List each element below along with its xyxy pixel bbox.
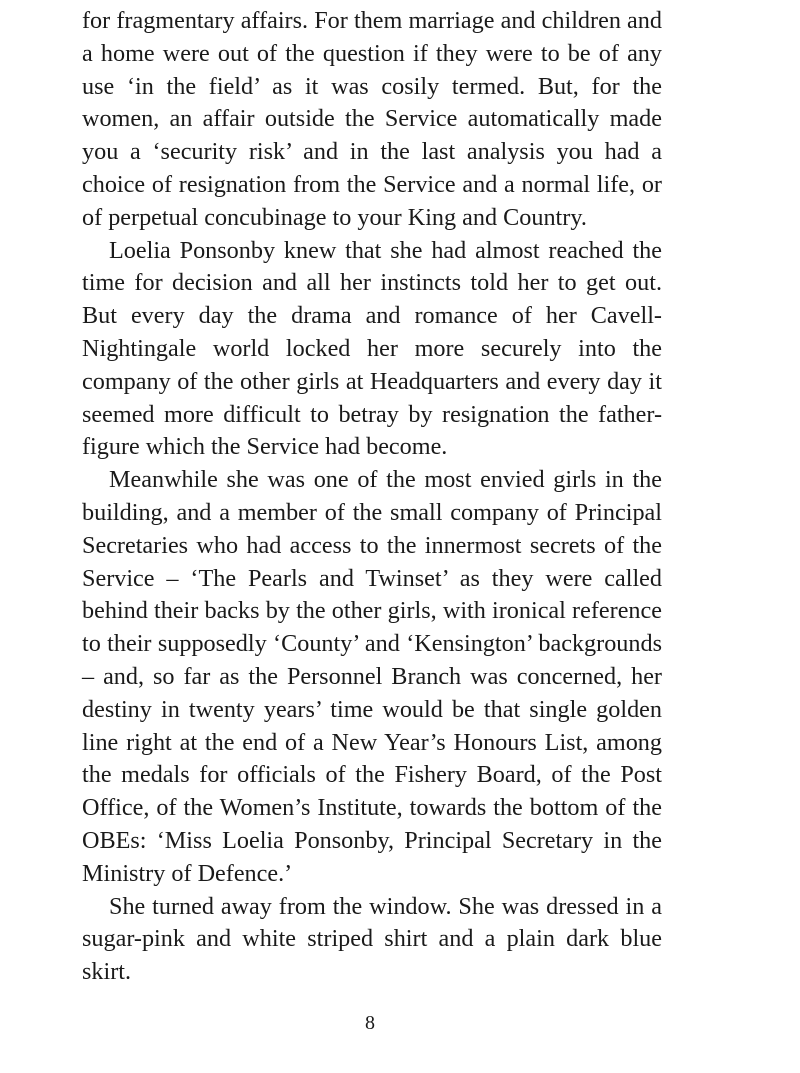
paragraph: She turned away from the window. She was dressed in a sugar-pink and white striped shirt and a plain dark blue skirt. [82, 892, 662, 986]
paragraph: for fragmentary affairs. For them marriage and children and a home were out of the question if they were to be of any use ‘in the field’ as it was cosily termed. But, for the women, an affair outside the Service automatically made you a ‘security risk’ and in the last analysis you had a choice of resignation from the Service and a normal life, or of perpetual concubinage to your King and Country. [82, 7, 662, 231]
paragraph: Loelia Ponsonby knew that she had almost reached the time for decision and all her instincts told her to get out. But every day the drama and romance of her Cavell-Nightingale world locked her more securely into the company of the other girls at Headquarters and every day it seemed more difficult to betray by resignation the father-figure which the Service had become. [82, 236, 662, 461]
page-body [82, 5, 662, 989]
page-number: 8 [365, 1012, 375, 1034]
paragraph: Meanwhile she was one of the most envied girls in the building, and a member of the small company of Principal Secretaries who had access to the innermost secrets of the Service – ‘The Pearls and Twinset’ as they were called behind their backs by the other girls, with ironical reference to their supposedly ‘County’ and ‘Kensington’ backgrounds – and, so far as the Personnel Branch was concerned, her destiny in twenty years’ time would be that single golden line right at the end of a New Year’s Honours List, among the medals for officials of the Fishery Board, of the Post Office, of the Women’s Institute, towards the bottom of the OBEs: ‘Miss Loelia Ponsonby, Principal Secretary in the Ministry of Defence.’ [82, 466, 662, 887]
